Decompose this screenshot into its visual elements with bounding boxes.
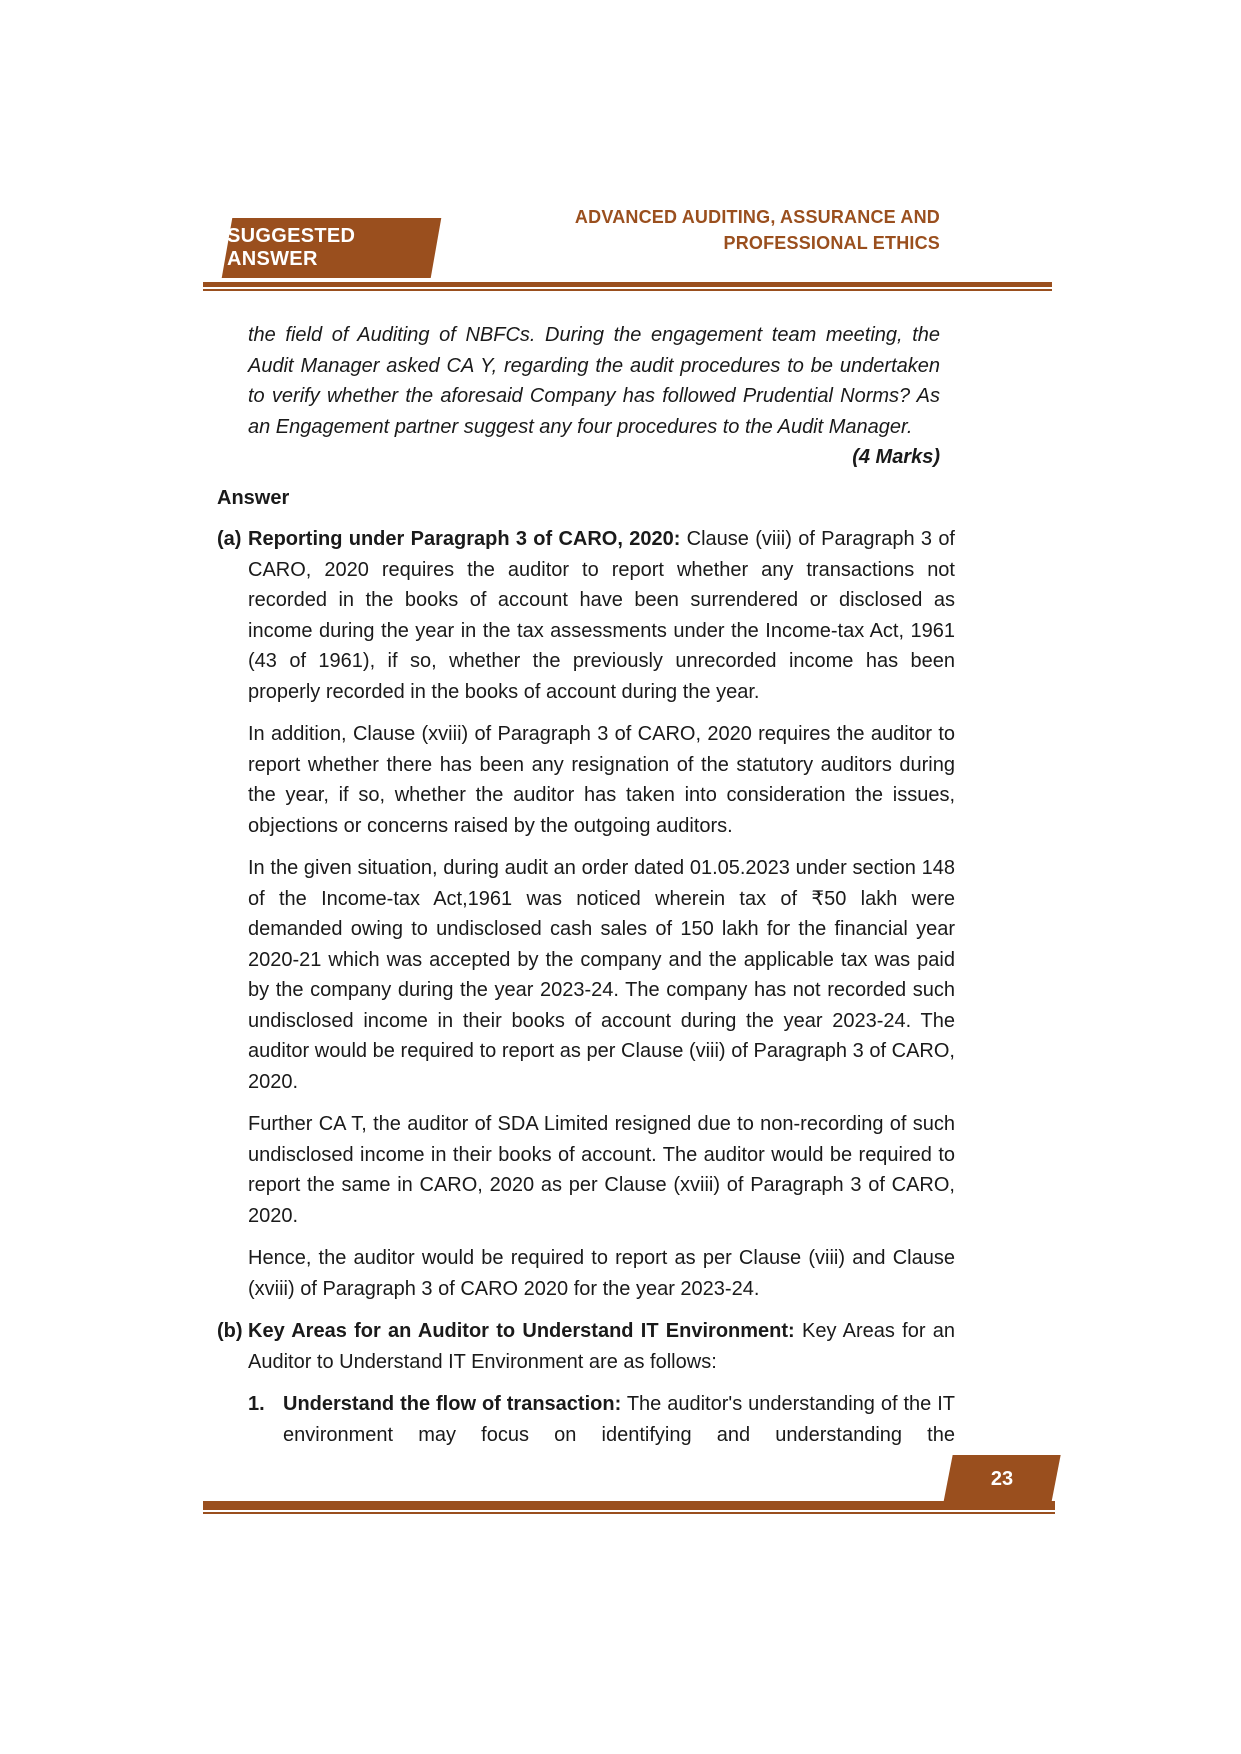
item-1-lead-title: Understand the flow of transaction: — [283, 1393, 622, 1415]
suggested-answer-badge — [222, 218, 442, 278]
section-a-lead-paragraph — [248, 524, 955, 707]
answer-heading: Answer — [217, 486, 290, 509]
section-b-body — [248, 1316, 955, 1450]
section-a-paragraph: In addition, Clause (xviii) of Paragraph 3 of CARO, 2020 requires the auditor to report whether there has been any resignation of the statutory auditors during the year, if so, whether the auditor has taken into consideration the issues, objections or concerns raised by the outgoing auditors. — [248, 723, 955, 837]
section-b-lead-paragraph — [248, 1316, 955, 1377]
section-b-lead-rest: Key Areas for an Auditor to Understand IT Environment are as follows: — [248, 1320, 955, 1373]
section-a-paragraph: Hence, the auditor would be required to report as per Clause (viii) and Clause (xviii) of Paragraph 3 of CARO 2020 for the year 2023-24. — [248, 1247, 955, 1300]
footer-thin-line — [203, 1512, 1055, 1514]
header-divider — [203, 282, 1052, 291]
answer-section-b — [217, 1316, 955, 1450]
section-a-body — [248, 524, 955, 1304]
item-1-rest: The auditor's understanding of the IT environment may focus on identifying and understanding the — [283, 1393, 955, 1446]
question-marks: (4 Marks) — [852, 446, 940, 468]
document-title-line2: PROFESSIONAL ETHICS — [723, 233, 940, 253]
header-divider-thick-line — [203, 282, 1052, 287]
question-intro-text: the field of Auditing of NBFCs. During the engagement team meeting, the Audit Manager asked CA Y, regarding the audit procedures to be undertaken to verify whether the aforesaid Company has followed Prudential Norms? As an Engagement partner suggest any four procedures to the Audit Manager. — [248, 324, 940, 438]
item-1-text — [283, 1389, 955, 1450]
header-divider-thin-line — [203, 289, 1052, 291]
document-title — [575, 204, 940, 256]
page-body — [217, 320, 955, 1462]
footer-bar — [203, 1501, 1055, 1510]
section-b-item-1 — [248, 1389, 955, 1450]
page-number: 23 — [990, 1467, 1014, 1490]
section-a-lead-title: Reporting under Paragraph 3 of CARO, 2020: — [248, 528, 681, 550]
answer-section-a — [217, 524, 955, 1304]
section-a-lead-rest: Clause (viii) of Paragraph 3 of CARO, 2020 requires the auditor to report whether any transactions not recorded in the books of account have been surrendered or disclosed as income during the year in the tax assessments under the Income-tax Act, 1961 (43 of 1961), if so, whether the previously unrecorded income has been properly recorded in the books of account during the year. — [248, 528, 955, 703]
question-intro-block — [248, 320, 940, 473]
page-number-badge — [943, 1455, 1060, 1503]
section-b-label: (b) — [217, 1320, 243, 1342]
section-b-lead-title: Key Areas for an Auditor to Understand IT Environment: — [248, 1320, 795, 1342]
suggested-answer-label: SUGGESTED ANSWER — [227, 225, 356, 270]
section-a-paragraph: Further CA T, the auditor of SDA Limited resigned due to non-recording of such undisclosed income in their books of account. The auditor would be required to report the same in CARO, 2020 as per Clause (xviii) of Paragraph 3 of CARO, 2020. — [248, 1113, 955, 1227]
section-a-label: (a) — [217, 528, 242, 550]
item-1-number: 1. — [248, 1393, 265, 1415]
section-a-paragraph: In the given situation, during audit an order dated 01.05.2023 under section 148 of the Income-tax Act,1961 was noticed wherein tax of ₹50 lakh were demanded owing to undisclosed cash sales of 150 lakh for the financial year 2020-21 which was accepted by the company and the applicable tax was paid by the company during the year 2023-24. The company has not recorded such undisclosed income in their books of account during the year 2023-24. The auditor would be required to report as per Clause (viii) of Paragraph 3 of CARO, 2020. — [248, 857, 955, 1093]
document-title-line1: ADVANCED AUDITING, ASSURANCE AND — [574, 207, 940, 227]
